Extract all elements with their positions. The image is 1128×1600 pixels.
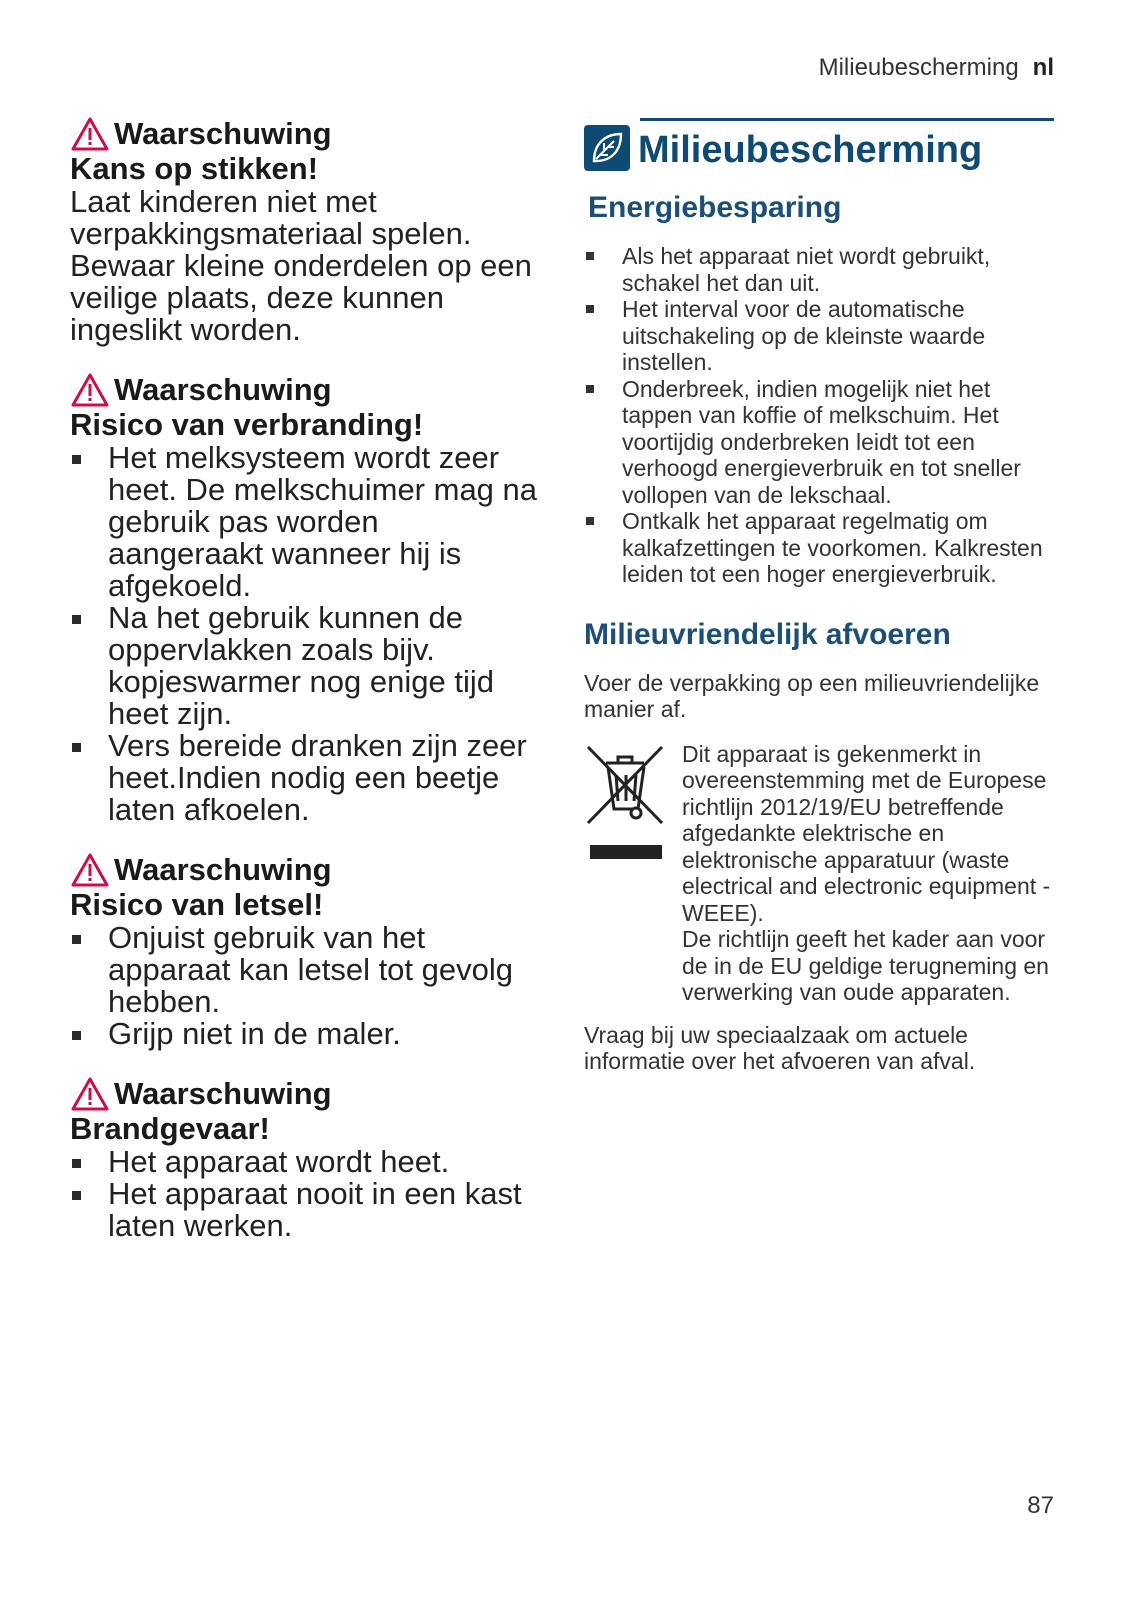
running-header bbox=[819, 54, 1054, 82]
warning-block bbox=[70, 1076, 540, 1242]
warning-block bbox=[70, 116, 540, 346]
page-number: 87 bbox=[1027, 1492, 1054, 1519]
warning-block bbox=[70, 372, 540, 826]
warning-label: Waarschuwing bbox=[114, 116, 332, 151]
environment-column bbox=[584, 118, 1054, 1075]
warning-title: Kans op stikken! bbox=[70, 151, 319, 186]
weee-block bbox=[584, 741, 1054, 1006]
disposal-title: Milieuvriendelijk afvoeren bbox=[584, 617, 951, 651]
header-lang: nl bbox=[1032, 54, 1054, 81]
warning-heading bbox=[70, 852, 540, 888]
header-section: Milieubescherming bbox=[818, 54, 1019, 81]
warning-triangle-icon bbox=[70, 116, 110, 152]
warning-list bbox=[70, 442, 540, 826]
energy-list bbox=[584, 243, 1054, 588]
warning-text: Laat kinderen niet met verpakkingsmateriaal spelen. Bewaar kleine onderdelen op een veilige plaats, deze kunnen ingeslikt worden. bbox=[70, 184, 532, 347]
disposal-intro: Voer de verpakking op een milieuvriendelijke manier af. bbox=[584, 669, 1040, 722]
list-item: Als het apparaat niet wordt gebruikt, schakel het dan uit. bbox=[584, 243, 1054, 296]
list-item: Het interval voor de automatische uitschakeling op de kleinste waarde instellen. bbox=[584, 296, 1054, 376]
warning-triangle-icon bbox=[70, 1076, 110, 1112]
list-item: Vers bereide dranken zijn zeer heet.Indien nodig een beetje laten afkoelen. bbox=[70, 730, 540, 826]
list-item: Na het gebruik kunnen de oppervlakken zoals bijv. kopjeswarmer nog enige tijd heet zijn. bbox=[70, 602, 540, 730]
warning-triangle-icon bbox=[70, 372, 110, 408]
warning-heading bbox=[70, 372, 540, 408]
list-item: Grijp niet in de maler. bbox=[70, 1018, 540, 1050]
warnings-column bbox=[70, 116, 540, 1268]
warning-label: Waarschuwing bbox=[114, 372, 332, 407]
list-item: Het apparaat nooit in een kast laten werken. bbox=[70, 1178, 540, 1242]
warning-title: Risico van verbranding! bbox=[70, 407, 424, 442]
leaf-icon bbox=[584, 125, 630, 171]
warning-block bbox=[70, 852, 540, 1050]
weee-paragraph: De richtlijn geeft het kader aan voor de in de EU geldige terugneming en verwerking van oude apparaten. bbox=[682, 926, 1049, 1005]
warning-heading bbox=[70, 116, 540, 152]
section-title: Milieubescherming bbox=[638, 129, 983, 171]
energy-title: Energiebesparing bbox=[588, 191, 842, 224]
warning-label: Waarschuwing bbox=[114, 1076, 332, 1111]
weee-paragraph: Dit apparaat is gekenmerkt in overeenstemming met de Europese richtlijn 2012/19/EU betreffende afgedankte elektrische en elektronische apparatuur (waste electrical and electronic equipment - WEEE). bbox=[682, 740, 1051, 926]
warning-list bbox=[70, 1146, 540, 1242]
warning-title: Brandgevaar! bbox=[70, 1111, 270, 1146]
weee-text bbox=[682, 741, 1054, 1006]
list-item: Onderbreek, indien mogelijk niet het tappen van koffie of melkschuim. Het voortijdig onderbreken leidt tot een verhoogd energieverbruik en tot sneller vollopen van de lekschaal. bbox=[584, 376, 1054, 509]
list-item: Het melksysteem wordt zeer heet. De melkschuimer mag na gebruik pas worden aangeraakt wanneer hij is afgekoeld. bbox=[70, 442, 540, 602]
warning-list bbox=[70, 922, 540, 1050]
disposal-outro: Vraag bij uw speciaalzaak om actuele informatie over het afvoeren van afval. bbox=[584, 1021, 976, 1074]
section-heading bbox=[640, 118, 1054, 177]
list-item: Ontkalk het apparaat regelmatig om kalkafzettingen te voorkomen. Kalkresten leiden tot een hoger energieverbruik. bbox=[584, 508, 1054, 588]
warning-heading bbox=[70, 1076, 540, 1112]
warning-label: Waarschuwing bbox=[114, 852, 332, 887]
list-item: Het apparaat wordt heet. bbox=[70, 1146, 540, 1178]
warning-title: Risico van letsel! bbox=[70, 887, 324, 922]
list-item: Onjuist gebruik van het apparaat kan letsel tot gevolg hebben. bbox=[70, 922, 540, 1018]
warning-triangle-icon bbox=[70, 852, 110, 888]
crossed-bin-icon bbox=[584, 741, 668, 1006]
